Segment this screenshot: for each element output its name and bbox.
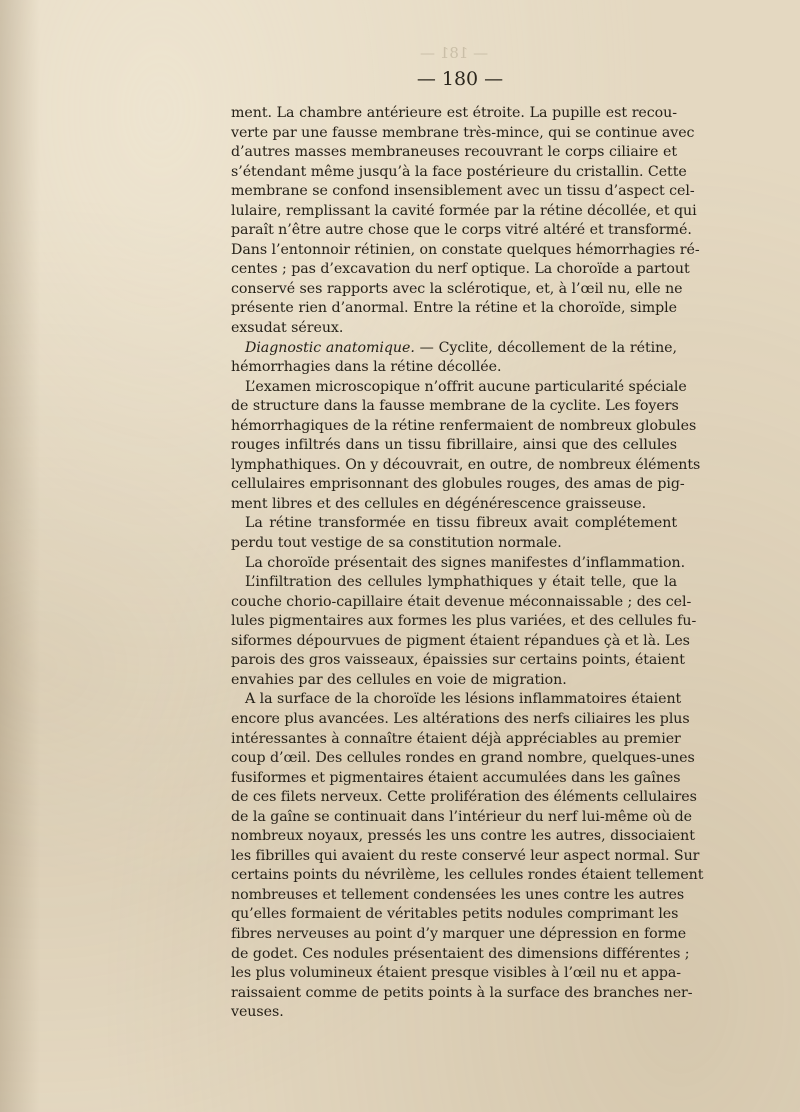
body-text xyxy=(231,104,704,1023)
line-text: paraît n’être autre chose que le corps vitré altéré et transformé. xyxy=(231,222,692,239)
text-line xyxy=(231,632,690,652)
text-line xyxy=(231,221,692,241)
line-text: lules pigmentaires aux formes les plus variées, et des cellules fu- xyxy=(231,613,697,630)
text-line xyxy=(231,436,677,456)
text-line xyxy=(231,749,695,769)
line-text: couche chorio-capillaire était devenue méconnaissable ; des cel- xyxy=(231,593,692,610)
line-text: de godet. Ces nodules présentaient des dimensions différentes ; xyxy=(231,945,690,962)
text-line xyxy=(231,847,700,867)
line-text: siformes dépourvues de pigment étaient répandues çà et là. Les xyxy=(231,632,690,649)
text-line xyxy=(231,925,687,945)
line-text: veuses. xyxy=(231,1004,284,1021)
line-text: de ces filets nerveux. Cette prolifération des éléments cellulaires xyxy=(231,789,697,806)
text-line xyxy=(231,905,677,925)
text-line xyxy=(231,104,677,124)
text-line xyxy=(231,514,677,534)
text-line xyxy=(231,945,690,965)
text-line xyxy=(231,808,693,828)
text-line xyxy=(231,534,677,554)
line-text: raissaient comme de petits points à la surface des branches ner- xyxy=(231,984,693,1001)
text-line xyxy=(231,612,697,632)
text-line xyxy=(231,260,690,280)
line-text: — Cyclite, décollement de la rétine, xyxy=(414,339,677,356)
text-line xyxy=(231,378,687,398)
line-text: nombreuses et tellement condensées les unes contre les autres xyxy=(231,886,685,903)
text-line xyxy=(231,886,685,906)
text-line xyxy=(231,690,682,710)
bleed-through-page-number: — 181 — xyxy=(420,44,489,62)
text-line xyxy=(231,417,697,437)
text-line xyxy=(231,651,685,671)
text-line xyxy=(231,280,683,300)
line-text: parois des gros vaisseaux, épaissies sur certains points, étaient xyxy=(231,652,685,669)
line-text: lulaire, remplissant la cavité formée par la rétine décollée, et qui xyxy=(231,202,697,219)
text-line xyxy=(231,182,695,202)
line-text: L’examen microscopique n’offrit aucune particularité spéciale xyxy=(245,378,687,395)
line-text: intéressantes à connaître étaient déjà appréciables au premier xyxy=(231,730,681,747)
line-text: centes ; pas d’excavation du nerf optique. La choroïde a partout xyxy=(231,261,690,278)
text-line xyxy=(231,769,681,789)
line-text: ment. La chambre antérieure est étroite. La pupille est recou- xyxy=(231,105,677,121)
line-text: présente rien d’anormal. Entre la rétine et la choroïde, simple xyxy=(231,300,677,317)
text-line xyxy=(231,593,692,613)
text-line xyxy=(231,554,686,574)
line-text: conservé ses rapports avec la sclérotique, et, à l’œil nu, elle ne xyxy=(231,280,683,297)
line-text: rouges infiltrés dans un tissu fibrillaire, ainsi que des cellules xyxy=(231,437,677,454)
italic-heading: Diagnostic anatomique. xyxy=(245,339,415,356)
line-text: certains points du névrilème, les cellules rondes étaient tellement xyxy=(231,867,704,884)
text-line xyxy=(231,964,682,984)
text-line xyxy=(231,456,701,476)
text-line xyxy=(231,339,677,359)
line-text: s’étendant même jusqu’à la face postérieure du cristallin. Cette xyxy=(231,163,687,180)
line-text: membrane se confond insensiblement avec un tissu d’aspect cel- xyxy=(231,183,695,200)
text-line xyxy=(231,475,685,495)
line-text: les fibrilles qui avaient du reste conservé leur aspect normal. Sur xyxy=(231,847,700,864)
line-text: fibres nerveuses au point d’y marquer une dépression en forme xyxy=(231,925,687,942)
text-line xyxy=(231,143,677,163)
page-fold-shadow xyxy=(0,0,40,1112)
text-line xyxy=(231,1003,677,1023)
line-text: fusiformes et pigmentaires étaient accumulées dans les gaînes xyxy=(231,769,681,786)
text-line xyxy=(231,358,677,378)
line-text: hémorrhagies dans la rétine décollée. xyxy=(231,359,502,376)
line-text: exsudat séreux. xyxy=(231,320,344,337)
line-text: Dans l’entonnoir rétinien, on constate quelques hémorrhagies ré- xyxy=(231,241,700,258)
text-line xyxy=(231,202,697,222)
line-text: encore plus avancées. Les altérations des nerfs ciliaires les plus xyxy=(231,710,690,727)
text-line xyxy=(231,241,700,261)
line-text: qu’elles formaient de véritables petits nodules comprimant les xyxy=(231,906,679,923)
line-text: cellulaires emprisonnant des globules rouges, des amas de pig- xyxy=(231,476,685,493)
line-text: nombreux noyaux, pressés les uns contre les autres, dissociaient xyxy=(231,828,695,845)
text-line xyxy=(231,319,677,339)
text-line xyxy=(231,866,704,886)
text-line xyxy=(231,671,677,691)
text-line xyxy=(231,984,693,1004)
line-text: lymphathiques. On y découvrait, en outre, de nombreux éléments xyxy=(231,456,701,473)
line-text: hémorrhagiques de la rétine renfermaient de nombreux globules xyxy=(231,417,697,434)
text-line xyxy=(231,788,697,808)
text-line xyxy=(231,299,677,319)
text-line xyxy=(231,710,690,730)
line-text: coup d’œil. Des cellules rondes en grand nombre, quelques-unes xyxy=(231,750,695,767)
line-text: d’autres masses membraneuses recouvrant le corps ciliaire et xyxy=(231,144,677,161)
text-line xyxy=(231,495,677,515)
line-text: de la gaîne se continuait dans l’intérieur du nerf lui-même où de xyxy=(231,808,693,825)
text-line xyxy=(231,397,677,417)
text-line xyxy=(231,124,695,144)
text-line xyxy=(231,730,681,750)
text-line xyxy=(231,573,677,593)
line-text: L’infiltration des cellules lymphathiques y était telle, que la xyxy=(245,574,677,591)
line-text: La choroïde présentait des signes manifestes d’inflammation. xyxy=(245,554,686,571)
text-line xyxy=(231,827,695,847)
line-text: ment libres et des cellules en dégénérescence graisseuse. xyxy=(231,495,647,512)
line-text: perdu tout vestige de sa constitution normale. xyxy=(231,535,562,552)
line-text: les plus volumineux étaient presque visibles à l’œil nu et appa- xyxy=(231,965,682,982)
line-text: La rétine transformée en tissu fibreux avait complétement xyxy=(245,515,677,532)
line-text: de structure dans la fausse membrane de la cyclite. Les foyers xyxy=(231,398,679,415)
line-text: envahies par des cellules en voie de migration. xyxy=(231,671,567,688)
line-text: verte par une fausse membrane très-mince, qui se continue avec xyxy=(231,124,695,141)
page-number: — 180 — xyxy=(416,68,504,90)
line-text: A la surface de la choroïde les lésions inflammatoires étaient xyxy=(245,691,682,708)
text-line xyxy=(231,163,687,183)
